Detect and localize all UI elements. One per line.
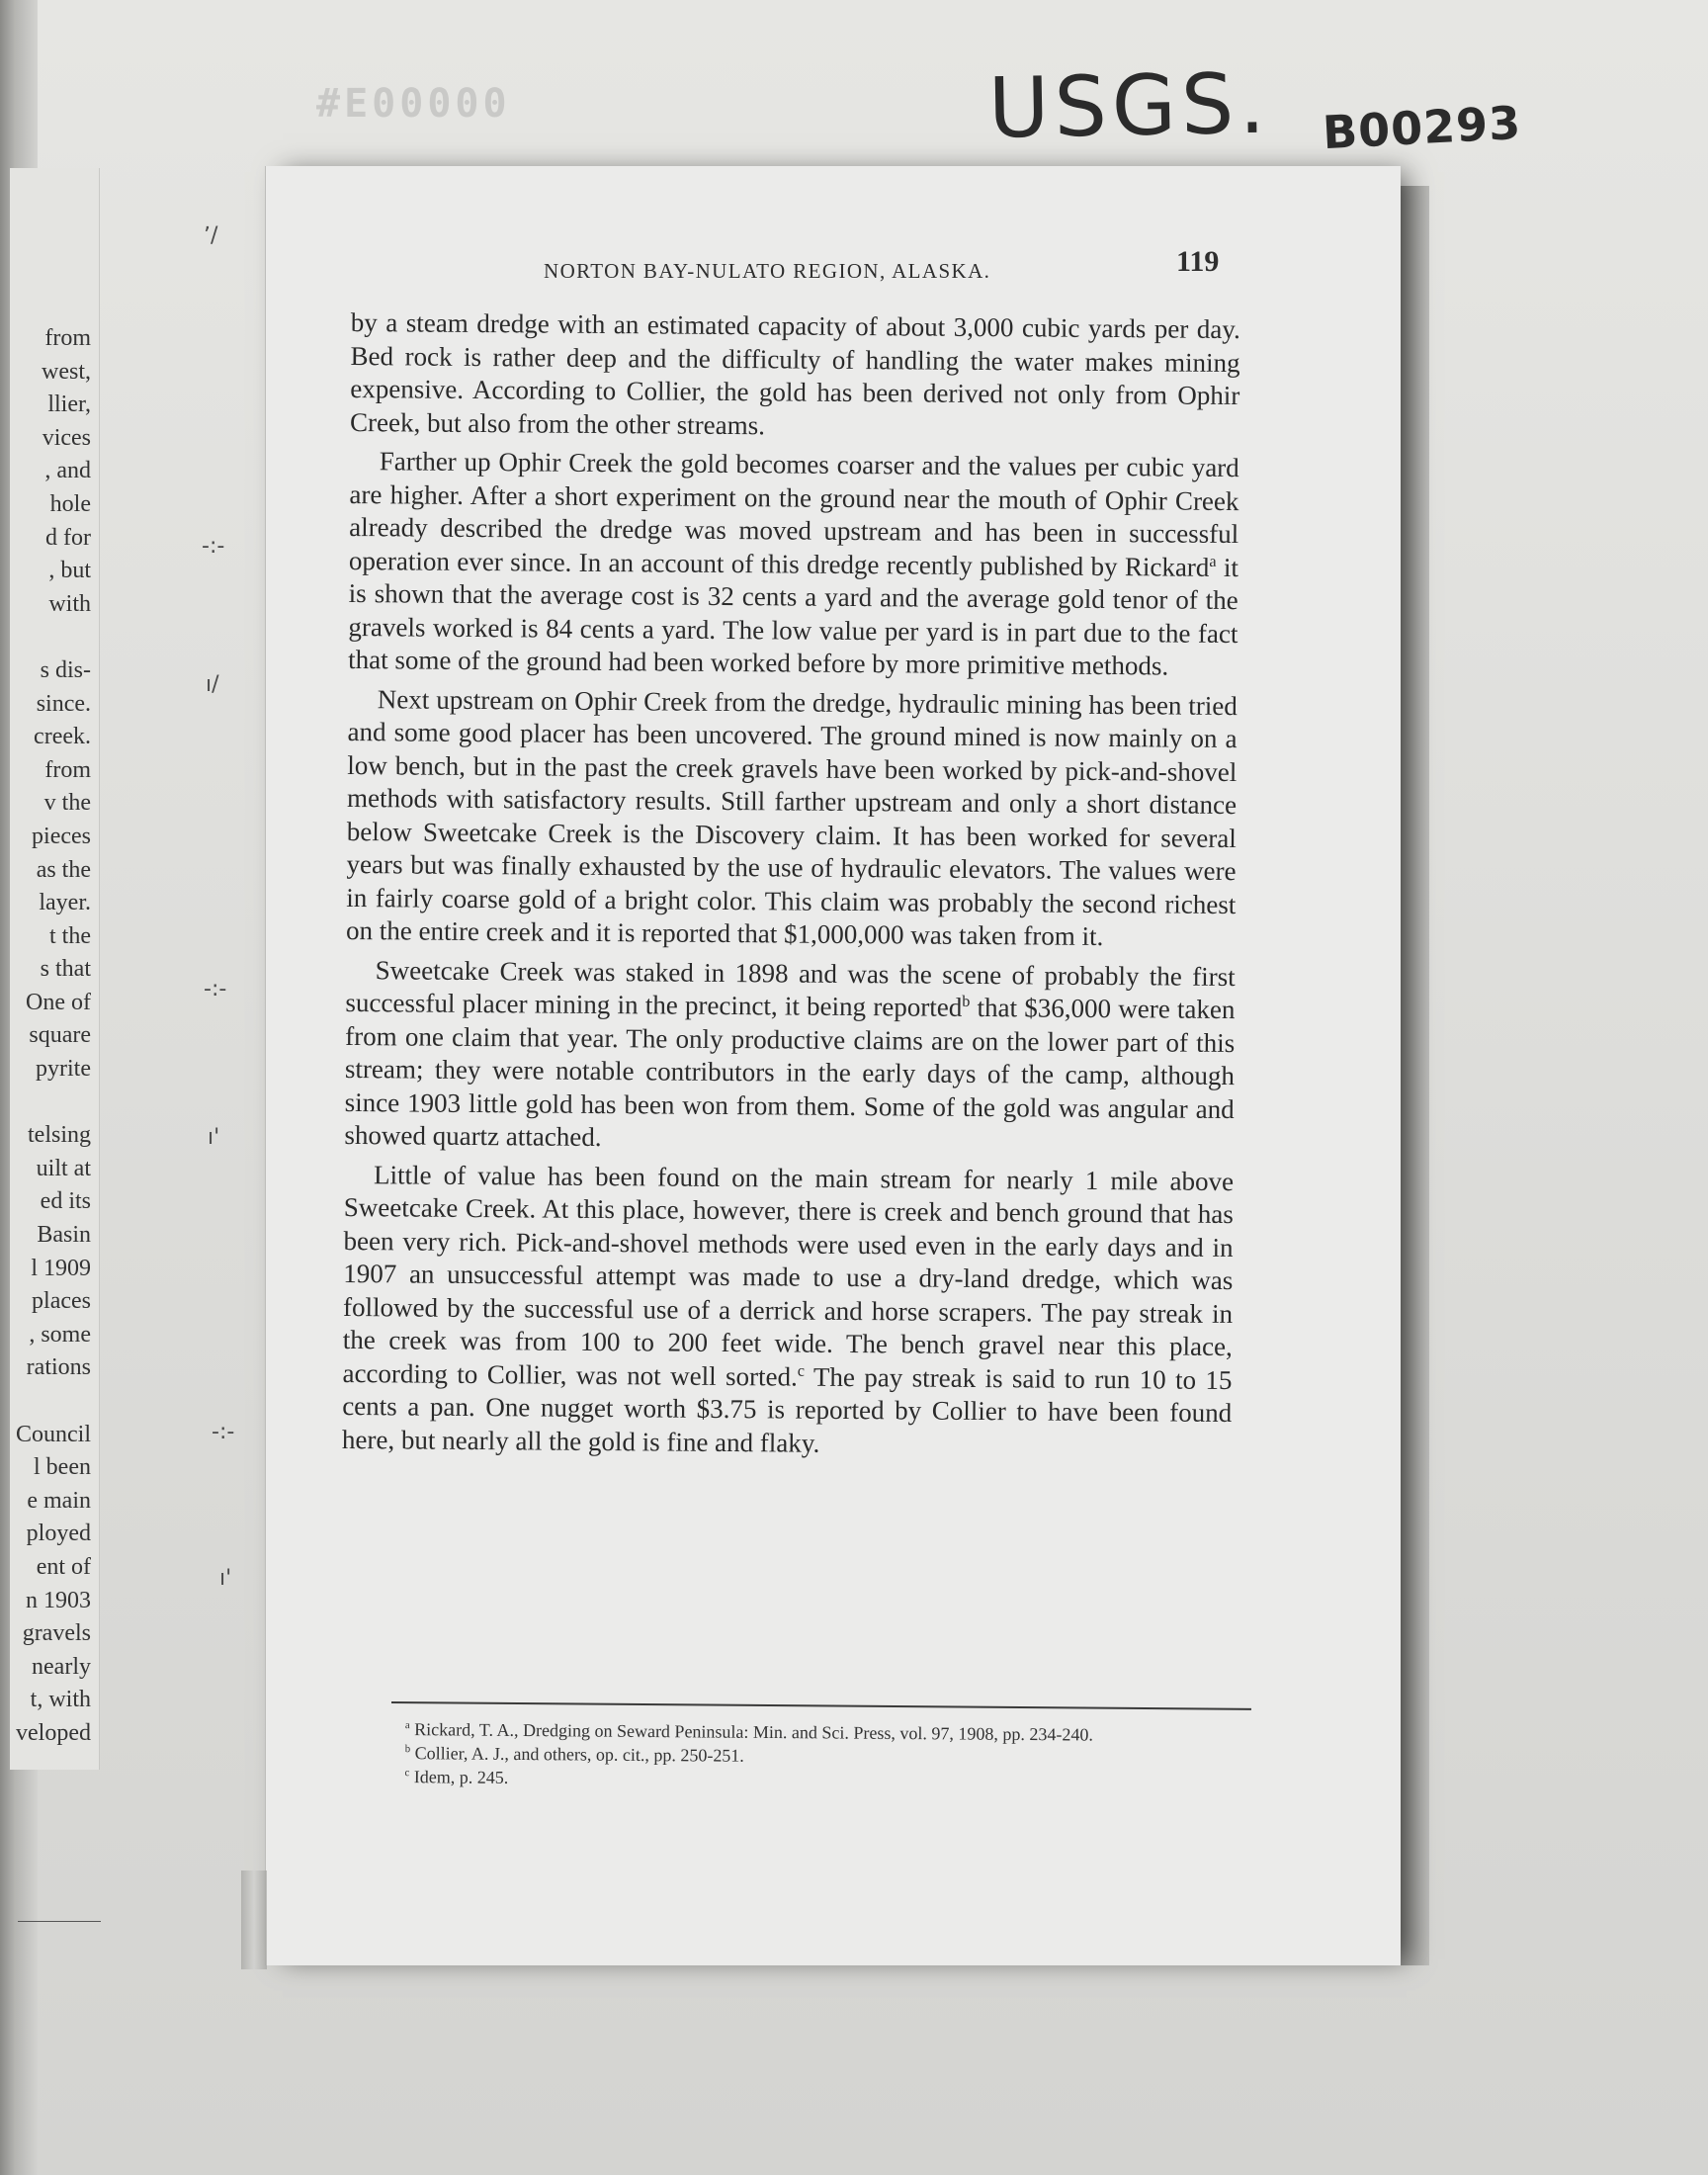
running-head: NORTON BAY-NULATO REGION, ALASKA. [544,259,991,283]
previous-page-line: telsing [28,1122,91,1149]
binding-mark-icon: -:- [202,534,225,559]
footnote-c: $^c$ Idem, p. 245. [404,1767,509,1787]
previous-page-line: v the [43,790,91,817]
previous-page-line: creek. [34,724,91,750]
previous-page-line: llier, [47,392,91,418]
previous-page-line: veloped [16,1719,91,1746]
previous-page-line: pyrite [36,1056,91,1083]
archive-stamp: #E00000 [316,81,511,127]
previous-page-line: , and [44,458,91,484]
previous-page-line: d for [45,524,91,551]
previous-page-line: square [29,1022,91,1049]
previous-page-line: with [48,590,91,617]
previous-page-line: pieces [32,823,91,849]
previous-page-line: uilt at [36,1155,91,1181]
footnote-b: $^b$ Collier, A. J., and others, op. cit., pp. 250-251. [404,1743,744,1766]
previous-page-line: ent of [36,1553,91,1580]
previous-page-line: nearly [32,1653,91,1680]
paragraph-4: Sweetcake Creek was staked in 1898 and was the scene of probably the first successful placer mining in the precinct, it being reported$^b$ that $36,000 were taken from one claim that year. The only productive claims are on the lower part of this stream; they were notable contributors in the early days of the camp, although since 1903 little gold has been won from them. Some of the gold was angular and showed quartz attached. [344,954,1236,1153]
previous-page-line: places [32,1288,91,1315]
previous-page-rule [18,1921,101,1922]
previous-page-line: s dis- [40,656,91,683]
paragraph-5: Little of value has been found on the main stream for nearly 1 mile above Sweetcake Creek. At this place, however, there is creek and bench ground that has been very rich. Pick-and-shovel methods were used even in the early days and in 1907 an unsuccessful attempt was made to use a dry-land dredge, which was followed by the successful use of a derrick and horse scrapers. The pay streak in the creek was from 100 to 200 feet wide. The bench gravel near this place, according to Collier, was not well sorted.$^c$ The pay streak is said to run 10 to 15 cents a pan. One nugget worth $3.75 is reported by Collier to have been found here, but nearly all the gold is fine and flaky. [341,1159,1235,1458]
handwritten-collection-label: USGS. [987,54,1271,157]
previous-page-line: vices [42,424,91,451]
binding-mark-icon: ı' [208,1125,220,1150]
previous-page-line: west, [42,358,91,385]
previous-page-line: One of [26,989,91,1015]
handwritten-catalog-id: B00293 [1321,95,1523,160]
previous-page-line: Basin [37,1222,91,1249]
previous-page-line: t, with [30,1687,91,1713]
paragraph-1: by a steam dredge with an estimated capacity of about 3,000 cubic yards per day. Bed rock is rather deep and the difficulty of handling the water makes mining expensive. According to Collier, the gold has been derived not only from Ophir Creek, but also from the other streams. [349,306,1240,440]
previous-page-line: since. [36,690,91,717]
previous-page-text [12,322,91,1751]
previous-page-line [12,1385,91,1419]
footnote-ref-c: c [797,1361,806,1380]
previous-page-line: s that [40,956,91,983]
binding-mark-icon: ı' [219,1566,232,1591]
footnote-ref-a: a [1209,552,1217,570]
previous-page-line: from [44,325,91,351]
previous-page-line: hole [49,490,91,517]
previous-page-line: gravels [22,1620,91,1647]
previous-page-line: n 1903 [26,1587,91,1613]
previous-page-line: t the [49,922,91,949]
footnotes [392,1717,1253,1795]
previous-page-line: ed its [40,1188,91,1215]
paragraph-2: Farther up Ophir Creek the gold becomes coarser and the values per cubic yard are higher. After a short experiment on the ground near the mouth of Ophir Creek already described the dredge was moved upstream and has been in successful operation ever since. In an account of this dredge recently published by Rickard$^a$ it is shown that the average cost is 32 cents a yard and the average gold tenor of the gravels worked is 84 cents a yard. The low value per yard is in part due to the fact that some of the ground had been worked before by more primitive methods. [348,446,1239,681]
paragraph-3: Next upstream on Ophir Creek from the dredge, hydraulic mining has been tried and some good placer has been uncovered. The ground mined is now mainly on a low bench, but in the past the creek gravels have been worked by pick-and-shovel methods with satisfactory results. Still farther upstream and only a short distance below Sweetcake Creek is the Discovery claim. It has been worked for several years but was finally exhausted by the use of hydraulic elevators. The values were in fairly coarse gold of a bright color. This claim was probably the second richest on the entire creek and it is reported that $1,000,000 was taken from it. [345,683,1238,951]
previous-page-line: l been [34,1454,91,1481]
page-number: 119 [1176,245,1220,278]
footnote-ref-b: b [962,992,971,1010]
previous-page-line: e main [27,1487,91,1514]
previous-page-line: l 1909 [31,1255,91,1281]
binding-mark-icon: ʼ/ [204,223,218,248]
binding-thread [241,1870,267,1969]
previous-page-line: , but [48,558,91,584]
previous-page-line: layer. [39,890,91,916]
previous-page-line [12,1087,91,1120]
previous-page-line: , some [29,1321,91,1348]
previous-page-line: ployed [26,1521,91,1547]
previous-page-line: as the [36,856,91,883]
previous-page-line: from [44,756,91,783]
footnote-a: $^a$ Rickard, T. A., Dredging on Seward Peninsula: Min. and Sci. Press, vol. 97, 1908, pp. 234-240. [404,1719,1094,1745]
binding-mark-icon: ı/ [206,672,219,697]
binding-mark-icon: -:- [212,1420,235,1444]
previous-page-line: rations [26,1354,91,1381]
previous-page-line: Council [16,1421,91,1447]
previous-page-line [12,621,91,654]
body-text [342,306,1240,1469]
binding-mark-icon: -:- [204,977,227,1001]
